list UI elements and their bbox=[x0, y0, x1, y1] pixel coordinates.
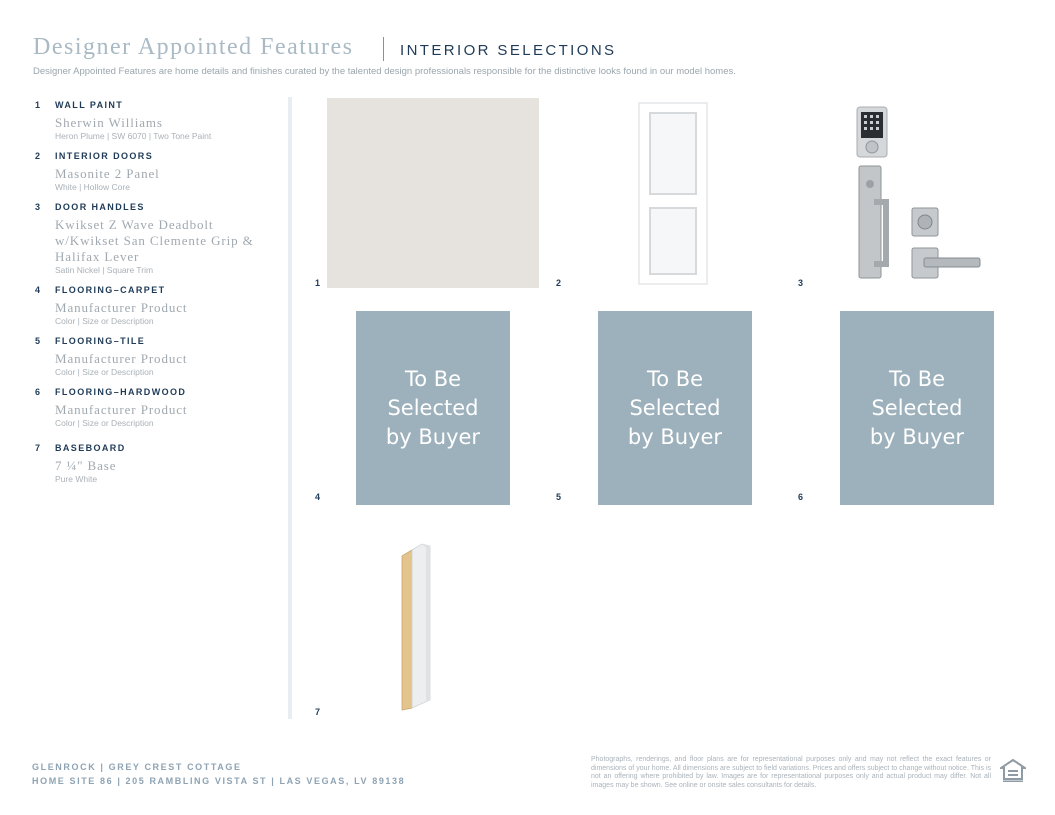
legal-disclaimer: Photographs, renderings, and floor plans are for representational purposes only and may not reflect the exact features or dimensions of your home. All dimensions are subject to field variations. Prices and offers subject to change without notice. This is not an offering where prohibited by law. Images are for representational purposes only and actual product may differ. Not all images may be shown. See online or onsite sales consultants for details. bbox=[591, 756, 991, 789]
selection-number: 2 bbox=[35, 151, 41, 161]
selection-number: 4 bbox=[35, 285, 41, 295]
selection-product: 7 ¼" Base bbox=[55, 458, 117, 473]
title-separator bbox=[383, 37, 384, 61]
selection-details: Color | Size or Description bbox=[55, 316, 154, 326]
equal-housing-opportunity-icon bbox=[1000, 759, 1026, 783]
vertical-divider bbox=[288, 97, 292, 719]
selection-category: FLOORING–CARPET bbox=[55, 285, 166, 295]
selection-category: FLOORING–HARDWOOD bbox=[55, 387, 187, 397]
selection-product: Manufacturer Product bbox=[55, 300, 188, 315]
selection-category: INTERIOR DOORS bbox=[55, 151, 154, 161]
selection-number: 3 bbox=[35, 202, 41, 212]
selection-details: Pure White bbox=[55, 474, 98, 484]
interior-door-image bbox=[636, 102, 710, 286]
page-title: Designer Appointed Features bbox=[33, 34, 354, 60]
selection-product: Kwikset Z Wave Deadbolt w/Kwikset San Clemente Grip & Halifax Lever bbox=[55, 217, 254, 264]
placeholder-text: To Be Selected by Buyer bbox=[627, 366, 723, 449]
tile-number-7: 7 bbox=[315, 707, 321, 717]
selection-product: Masonite 2 Panel bbox=[55, 166, 160, 181]
selection-number: 5 bbox=[35, 336, 41, 346]
selection-product: Manufacturer Product bbox=[55, 351, 188, 366]
selection-category: WALL PAINT bbox=[55, 100, 124, 110]
carpet-placeholder-tile bbox=[356, 311, 510, 505]
home-site-address-line: HOME SITE 86 | 205 RAMBLING VISTA ST | LAS VEGAS, LV 89138 bbox=[32, 776, 406, 786]
selection-details: Color | Size or Description bbox=[55, 367, 154, 377]
tile-placeholder-tile bbox=[598, 311, 752, 505]
selection-product: Manufacturer Product bbox=[55, 402, 188, 417]
tile-number-6: 6 bbox=[798, 492, 804, 502]
placeholder-text: To Be Selected by Buyer bbox=[385, 366, 481, 449]
selection-details: Color | Size or Description bbox=[55, 418, 154, 428]
community-plan-line: GLENROCK | GREY CREST COTTAGE bbox=[32, 762, 242, 772]
page-subtitle: INTERIOR SELECTIONS bbox=[400, 42, 617, 59]
selection-category: BASEBOARD bbox=[55, 443, 126, 453]
tile-number-4: 4 bbox=[315, 492, 321, 502]
tile-number-2: 2 bbox=[556, 278, 562, 288]
selection-number: 6 bbox=[35, 387, 41, 397]
tile-number-1: 1 bbox=[315, 278, 321, 288]
selection-category: DOOR HANDLES bbox=[55, 202, 145, 212]
selection-details: Heron Plume | SW 6070 | Two Tone Paint bbox=[55, 131, 212, 141]
page-intro: Designer Appointed Features are home details and finishes curated by the talented design professionals responsible for the distinctive looks found in our model homes. bbox=[33, 66, 736, 77]
tile-number-5: 5 bbox=[556, 492, 562, 502]
footer-address bbox=[32, 760, 405, 788]
selection-details: White | Hollow Core bbox=[55, 182, 130, 192]
hardwood-placeholder-tile bbox=[840, 311, 994, 505]
selection-product: Sherwin Williams bbox=[55, 115, 163, 130]
door-handles-image bbox=[848, 104, 988, 284]
selection-number: 7 bbox=[35, 443, 41, 453]
tile-number-3: 3 bbox=[798, 278, 804, 288]
placeholder-text: To Be Selected by Buyer bbox=[869, 366, 965, 449]
baseboard-image bbox=[396, 542, 436, 712]
selection-category: FLOORING–TILE bbox=[55, 336, 146, 346]
wall-paint-swatch bbox=[327, 98, 539, 288]
selection-number: 1 bbox=[35, 100, 41, 110]
selection-details: Satin Nickel | Square Trim bbox=[55, 265, 154, 275]
